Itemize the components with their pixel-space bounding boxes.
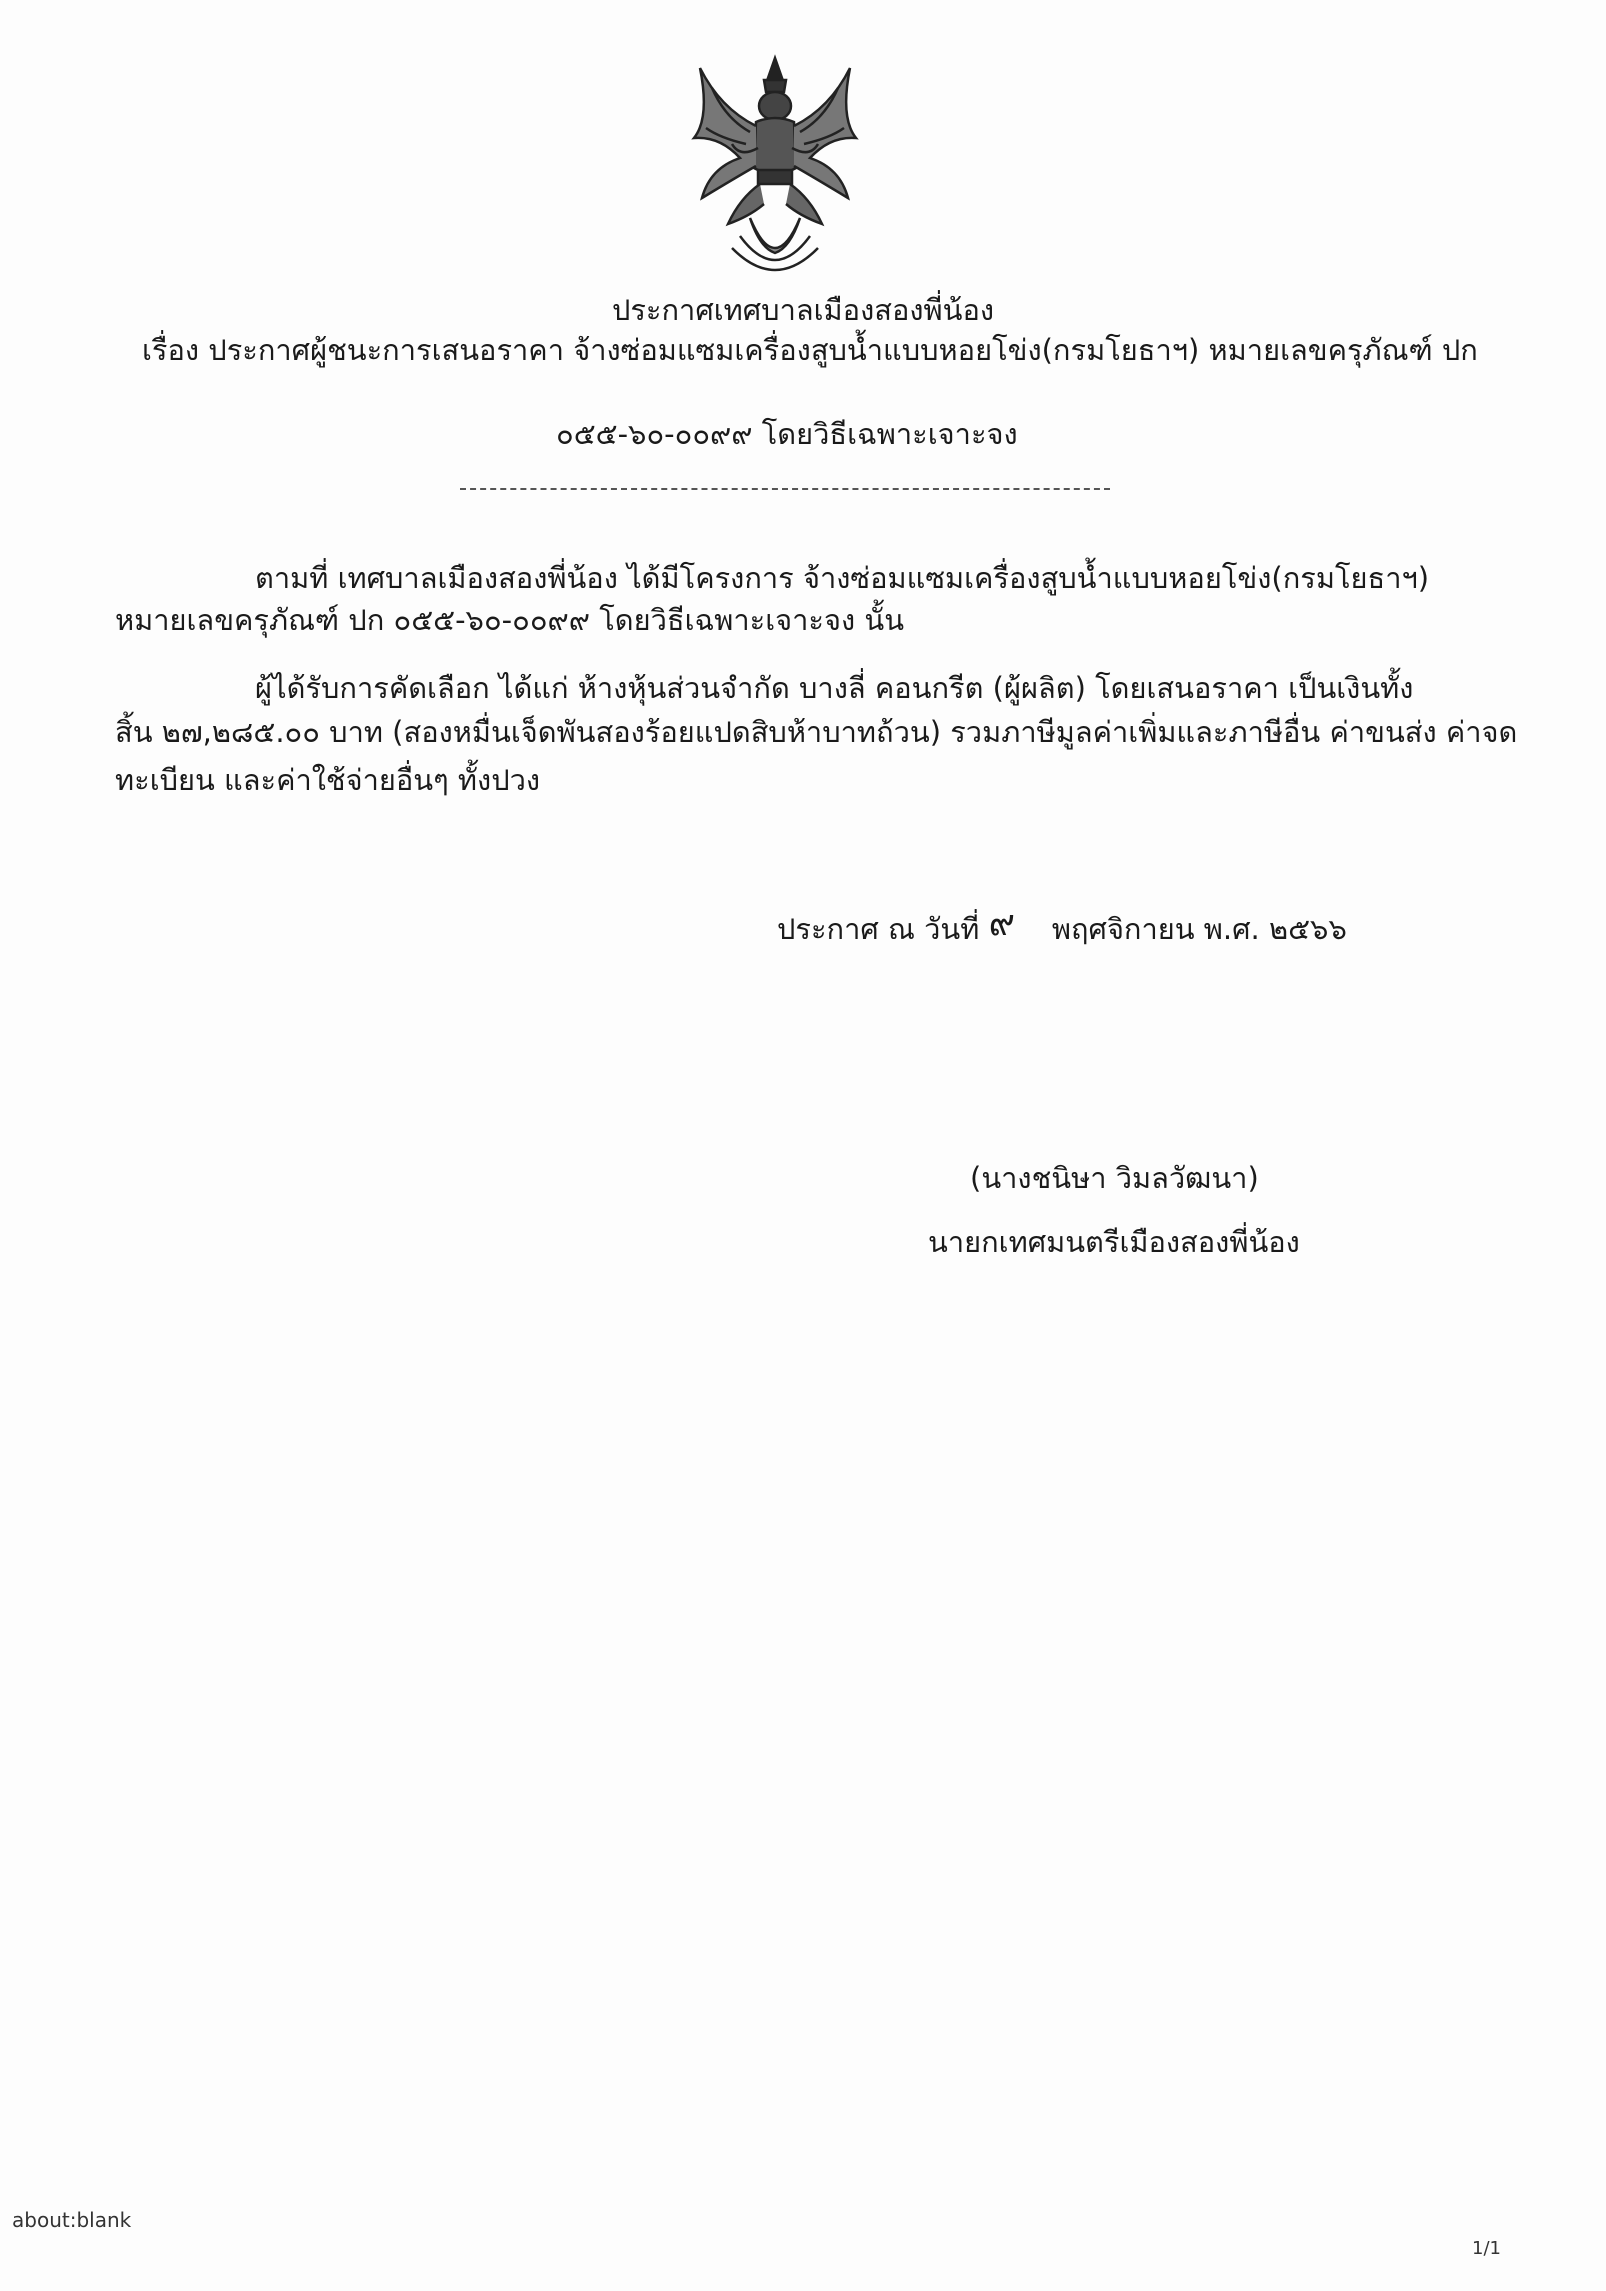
paragraph-2-line-2: สิ้น ๒๗,๒๘๕.๐๐ บาท (สองหมื่นเจ็ดพันสองร้อยแปดสิบห้าบาทถ้วน) รวมภาษีมูลค่าเพิ่มและภาษีอื่น ค่าขนส่ง ค่าจด xyxy=(115,715,1518,749)
paragraph-1-line-1: ตามที่ เทศบาลเมืองสองพี่น้อง ได้มีโครงการ จ้างซ่อมแซมเครื่องสูบน้ำแบบหอยโข่ง(กรมโยธาฯ) xyxy=(255,561,1430,595)
date-suffix: พฤศจิกายน พ.ศ. ๒๕๖๖ xyxy=(1051,912,1347,946)
date-day-handwritten: ๙ xyxy=(988,903,1015,944)
signer-position: นายกเทศมนตรีเมืองสองพี่น้อง xyxy=(928,1225,1300,1259)
date-prefix: ประกาศ ณ วันที่ xyxy=(777,912,980,946)
paragraph-2-line-3: ทะเบียน และค่าใช้จ่ายอื่นๆ ทั้งปวง xyxy=(115,763,541,797)
garuda-emblem-icon xyxy=(680,48,870,288)
announcement-date xyxy=(777,903,1347,949)
subject-line-1: เรื่อง ประกาศผู้ชนะการเสนอราคา จ้างซ่อมแซมเครื่องสูบน้ำแบบหอยโข่ง(กรมโยธาฯ) หมายเลขครุภัณฑ์ ปก xyxy=(142,333,1478,367)
announcement-title: ประกาศเทศบาลเมืองสองพี่น้อง xyxy=(611,293,995,327)
subject-line-2: ๐๕๕-๖๐-๐๐๙๙ โดยวิธีเฉพาะเจาะจง xyxy=(556,417,1018,451)
signer-name: (นางชนิษา วิมลวัฒนา) xyxy=(970,1161,1259,1195)
paragraph-1-line-2: หมายเลขครุภัณฑ์ ปก ๐๕๕-๖๐-๐๐๙๙ โดยวิธีเฉพาะเจาะจง นั้น xyxy=(115,603,905,637)
paragraph-2-line-1: ผู้ได้รับการคัดเลือก ได้แก่ ห้างหุ้นส่วนจำกัด บางลี่ คอนกรีต (ผู้ผลิต) โดยเสนอราคา เป็นเงินทั้ง xyxy=(255,671,1414,705)
footer-page-number: 1/1 xyxy=(1472,2238,1501,2259)
separator-rule xyxy=(460,488,1110,490)
footer-url: about:blank xyxy=(12,2208,132,2232)
